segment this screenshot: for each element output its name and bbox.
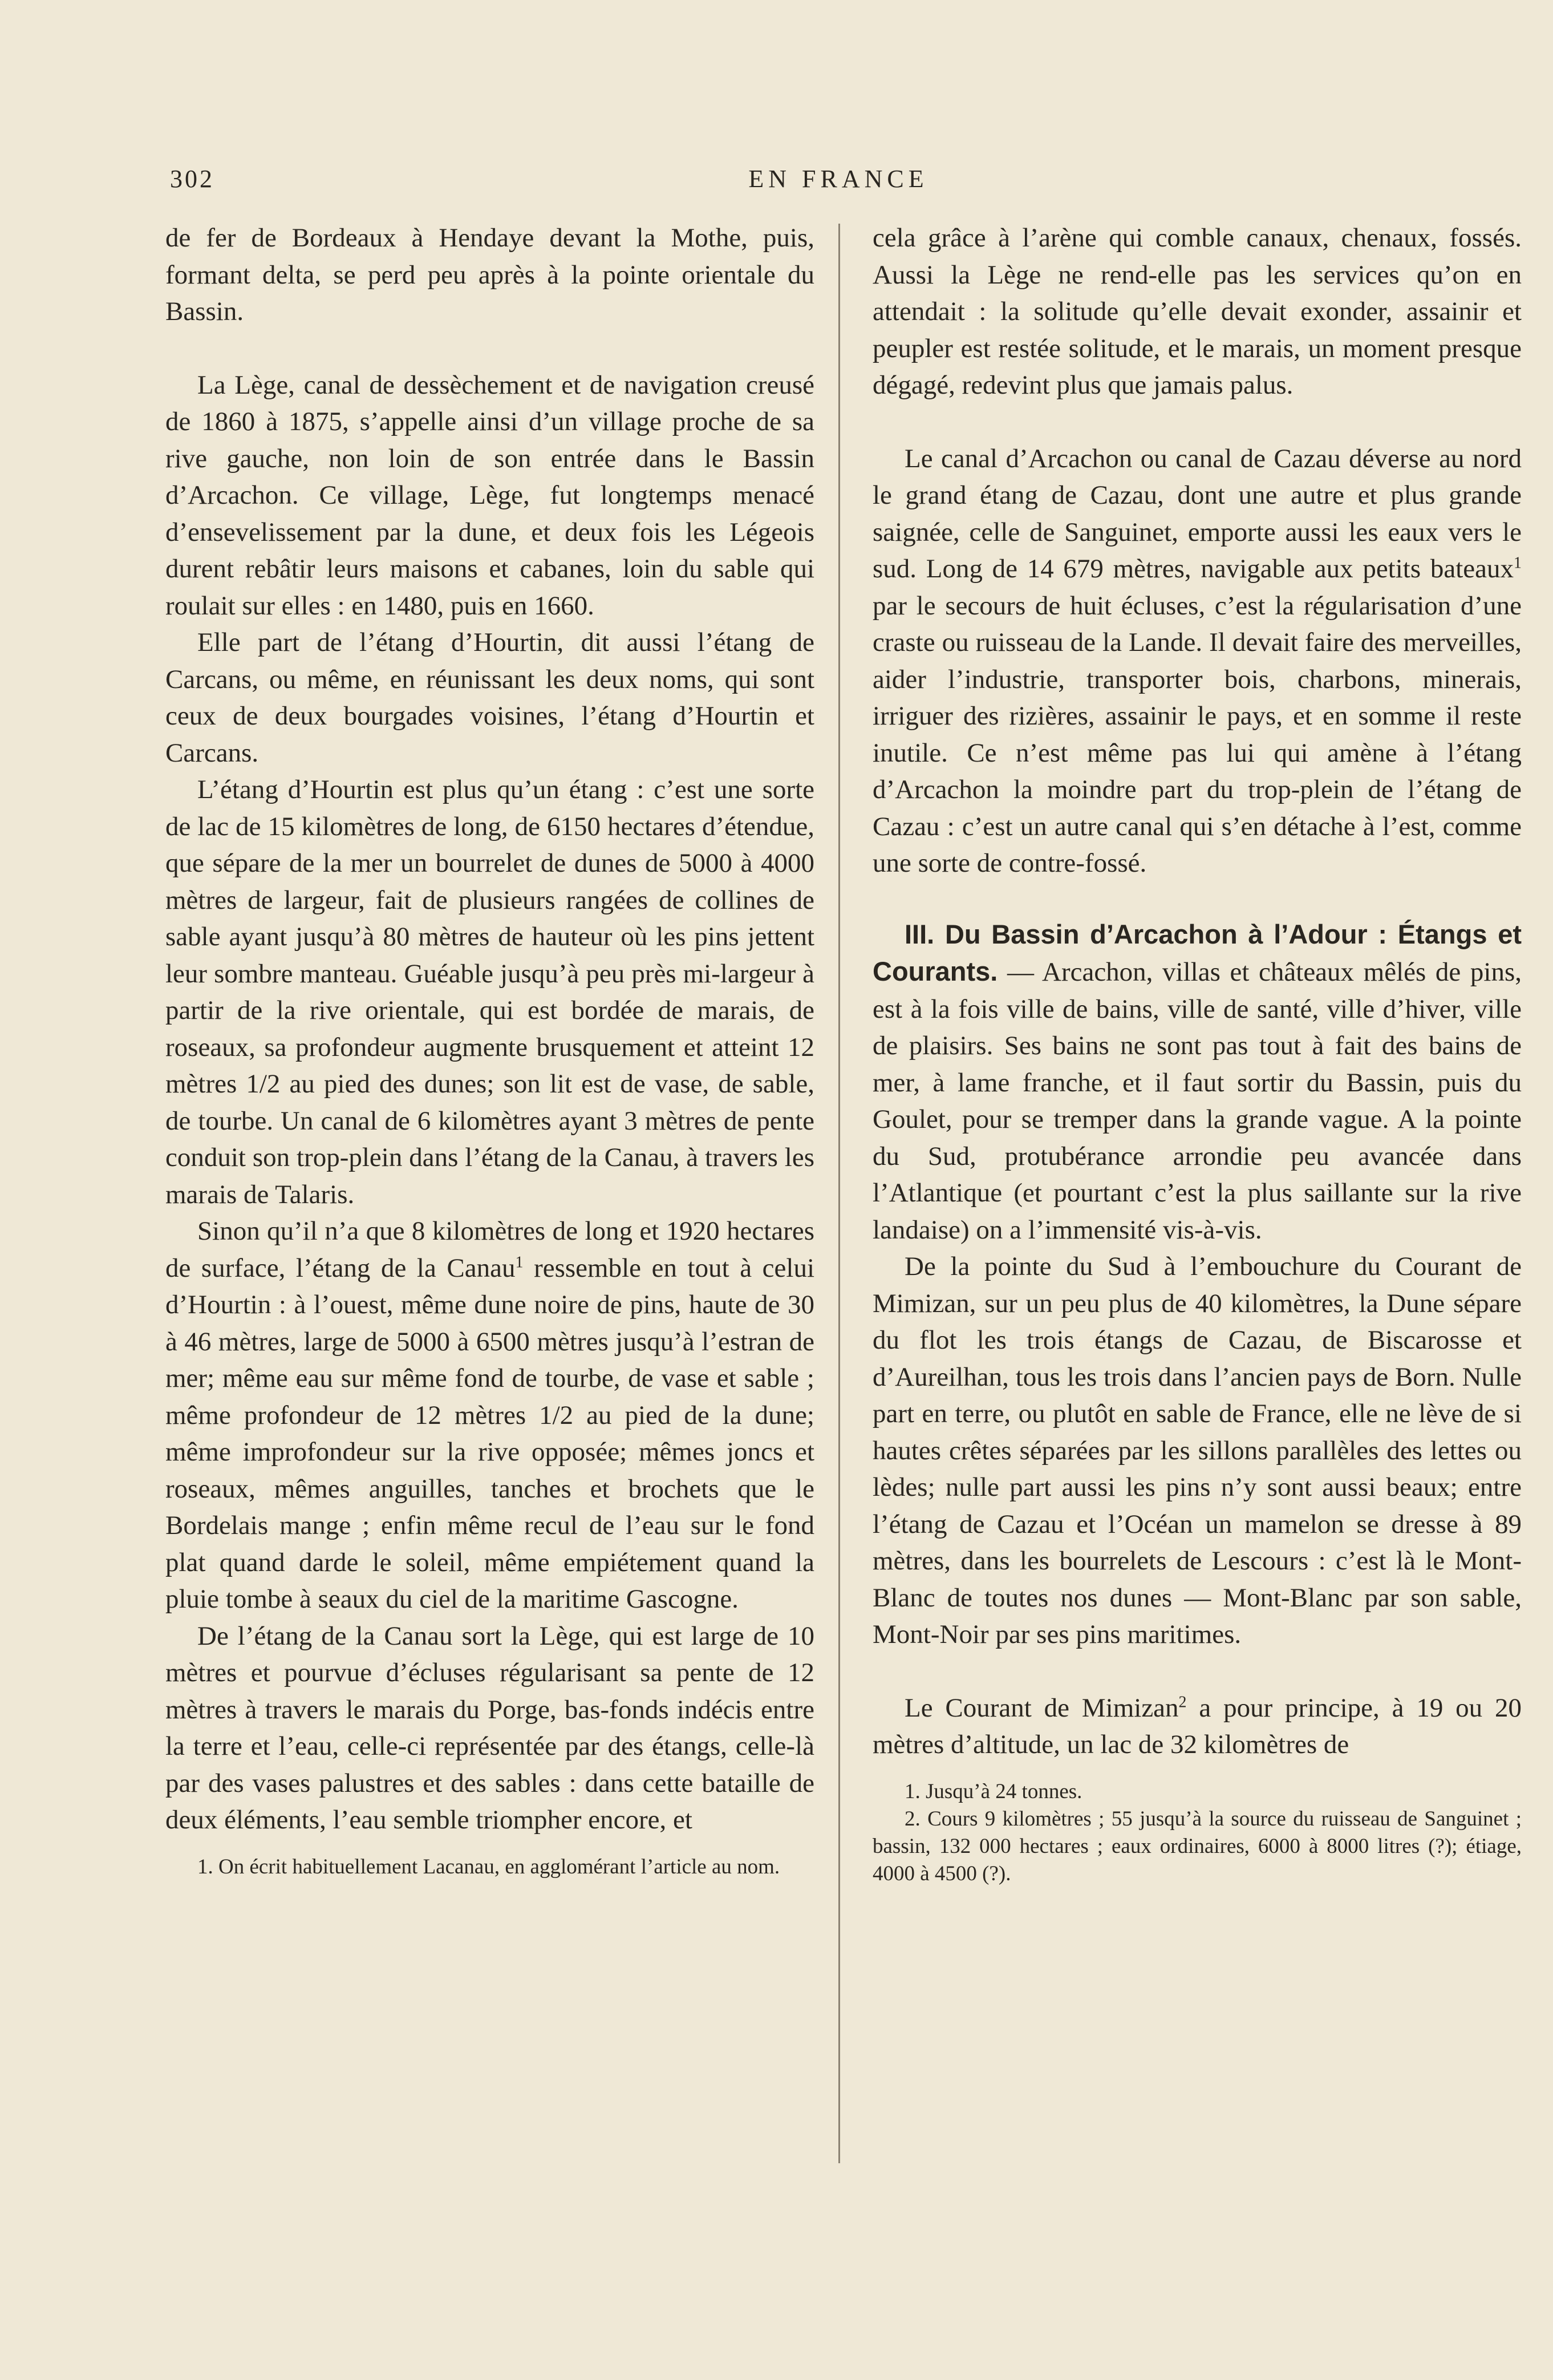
paragraph-text: ressemble en tout à celui d’Hourtin : à l’ouest, même dune noire de pins, haute de 30 à 46 mètres, large de 5000 à 6500 mètres jusqu’à l’estran de mer; même eau sur même fond de tourbe, de vase et sable ; même profondeur de 12 mètres 1/2 au pied de la dune; même improfondeur sur la rive opposée; mêmes joncs et roseaux, mêmes anguilles, tanches et brochets que le Bordelais mange ; enfin même recul de l’eau sur le fond plat quand darde le soleil, même empiétement quand la pluie tombe à seaux du ciel de la maritime Gascogne. (165, 1253, 814, 1614)
right-column (873, 220, 1522, 1888)
paragraph (873, 440, 1522, 882)
paragraph-text: par le secours de huit écluses, c’est la régularisation d’une craste ou ruisseau de la Lande. Il devait faire des merveilles, aider l’industrie, transporter bois, charbons, minerais, irriguer des rizières, assainir le pays, et en somme il reste inutile. Ce n’est même pas lui qui amène à l’étang d’Arcachon la moindre part du trop-plein de l’étang de Cazau : c’est un autre canal qui s’en détache à l’est, comme une sorte de contre-fossé. (873, 590, 1522, 878)
paragraph: De la pointe du Sud à l’embouchure du Courant de Mimizan, sur un peu plus de 40 kilomètres, la Dune sépare du flot les trois étangs de Cazau, de Biscarosse et d’Aureilhan, tous les trois dans l’ancien pays de Born. Nulle part en terre, ou plutôt en sable de France, elle ne lève de si hautes crêtes séparées par les sillons parallèles des lettes ou lèdes; nulle part aussi les pins n’y sont aussi beaux; entre l’étang de Cazau et l’Océan un mamelon se dresse à 89 mètres, dans les bourrelets de Lescours : c’est là le Mont-Blanc de toutes nos dunes — Mont-Blanc par son sable, Mont-Noir par ses pins maritimes. (873, 1252, 1522, 1649)
section-heading: III. Du Bassin d’Arcachon à l’Adour : Étangs et Courants. (873, 918, 1522, 986)
paragraph: de fer de Bordeaux à Hendaye devant la Mothe, puis, formant delta, se perd peu après à la pointe orientale du Bassin. (165, 223, 814, 326)
paragraph: cela grâce à l’arène qui comble canaux, chenaux, fossés. Aussi la Lège ne rend-elle pas les services qu’on en attendait : la solitude qu’elle devait exonder, assainir et peupler est restée solitude, et le marais, un moment presque dégagé, redevint plus que jamais palus. (873, 223, 1522, 400)
footnote-ref: 2 (1178, 1693, 1187, 1711)
footnotes (873, 1778, 1522, 1888)
footnotes (165, 1853, 814, 1881)
footnote: 1. Jusqu’à 24 tonnes. (905, 1779, 1082, 1803)
left-column (165, 220, 814, 1881)
paragraph-text: a pour principe, à 19 ou 20 mètres d’altitude, un lac de 32 kilomètres de (873, 1693, 1522, 1759)
column-divider (838, 224, 840, 2163)
footnote: 2. Cours 9 kilomètres ; 55 jusqu’à la source du ruisseau de Sanguinet ; bassin, 132 000 hectares ; eaux ordinaires, 6000 à 8000 litres (?); étiage, 4000 à 4500 (?). (873, 1807, 1522, 1885)
paragraph-text: Sinon qu’il n’a que 8 kilomètres de long et 1920 hectares de surface, l’étang de la Canau (165, 1216, 814, 1283)
running-head: EN FRANCE (748, 165, 928, 193)
paragraph (165, 1213, 814, 1618)
footnote-ref: 1 (1514, 554, 1522, 572)
section-paragraph (873, 916, 1522, 1249)
paragraph-text: Le canal d’Arcachon ou canal de Cazau déverse au nord le grand étang de Cazau, dont une autre et plus grande saignée, celle de Sanguinet, emporte aussi les eaux vers le sud. Long de 14 679 mètres, navigable aux petits bateaux (873, 443, 1522, 584)
footnote-ref: 1 (515, 1253, 524, 1271)
paragraph: Elle part de l’étang d’Hourtin, dit aussi l’étang de Carcans, ou même, en réunissant les deux noms, qui sont ceux de deux bourgades voisines, l’étang d’Hourtin et Carcans. (165, 628, 814, 768)
paragraph: La Lège, canal de dessèchement et de navigation creusé de 1860 à 1875, s’appelle ainsi d’un village proche de sa rive gauche, non loin de son entrée dans le Bassin d’Arcachon. Ce village, Lège, fut longtemps menacé d’ensevelissement par la dune, et deux fois les Légeois durent rebâtir leurs maisons et cabanes, loin du sable qui roulait sur elles : en 1480, puis en 1660. (165, 370, 814, 621)
paragraph: L’étang d’Hourtin est plus qu’un étang : c’est une sorte de lac de 15 kilomètres de long, de 6150 hectares d’étendue, que sépare de la mer un bourrelet de dunes de 5000 à 4000 mètres de largeur, fait de plusieurs rangées de collines de sable ayant jusqu’à 80 mètres de hauteur où les pins jettent leur sombre manteau. Guéable jusqu’à peu près mi-largeur à partir de la rive orientale, qui est bordée de marais, de roseaux, sa profondeur augmente brusquement et atteint 12 mètres 1/2 au pied des dunes; son lit est de vase, de sable, de tourbe. Un canal de 6 kilomètres ayant 3 mètres de pente conduit son trop-plein dans l’étang de la Canau, à travers les marais de Talaris. (165, 775, 814, 1209)
page-number: 302 (170, 165, 214, 193)
paragraph-text: Le Courant de Mimizan (905, 1693, 1179, 1723)
page-header (165, 164, 1511, 199)
paragraph: De l’étang de la Canau sort la Lège, qui est large de 10 mètres et pourvue d’écluses régularisant sa pente de 12 mètres à travers le marais du Porge, bas-fonds indécis entre la terre et l’eau, celle-ci représentée par des étangs, celle-là par des vases palustres et des sables : dans cette bataille de deux éléments, l’eau semble triompher encore, et (165, 1621, 814, 1835)
paragraph (873, 1690, 1522, 1763)
footnote: 1. On écrit habituellement Lacanau, en agglomérant l’article au nom. (197, 1855, 780, 1879)
paragraph-text: — Arcachon, villas et châteaux mêlés de pins, est à la fois ville de bains, ville de santé, ville d’hiver, ville de plaisirs. Ses bains ne sont pas tout à fait des bains de mer, à lame franche, et il faut sortir du Bassin, puis du Goulet, pour se tremper dans la grande vague. A la pointe du Sud, protubérance arrondie peu avancée dans l’Atlantique (et pourtant c’est la plus saillante sur la rive landaise) on a l’immensité vis-à-vis. (873, 957, 1522, 1245)
